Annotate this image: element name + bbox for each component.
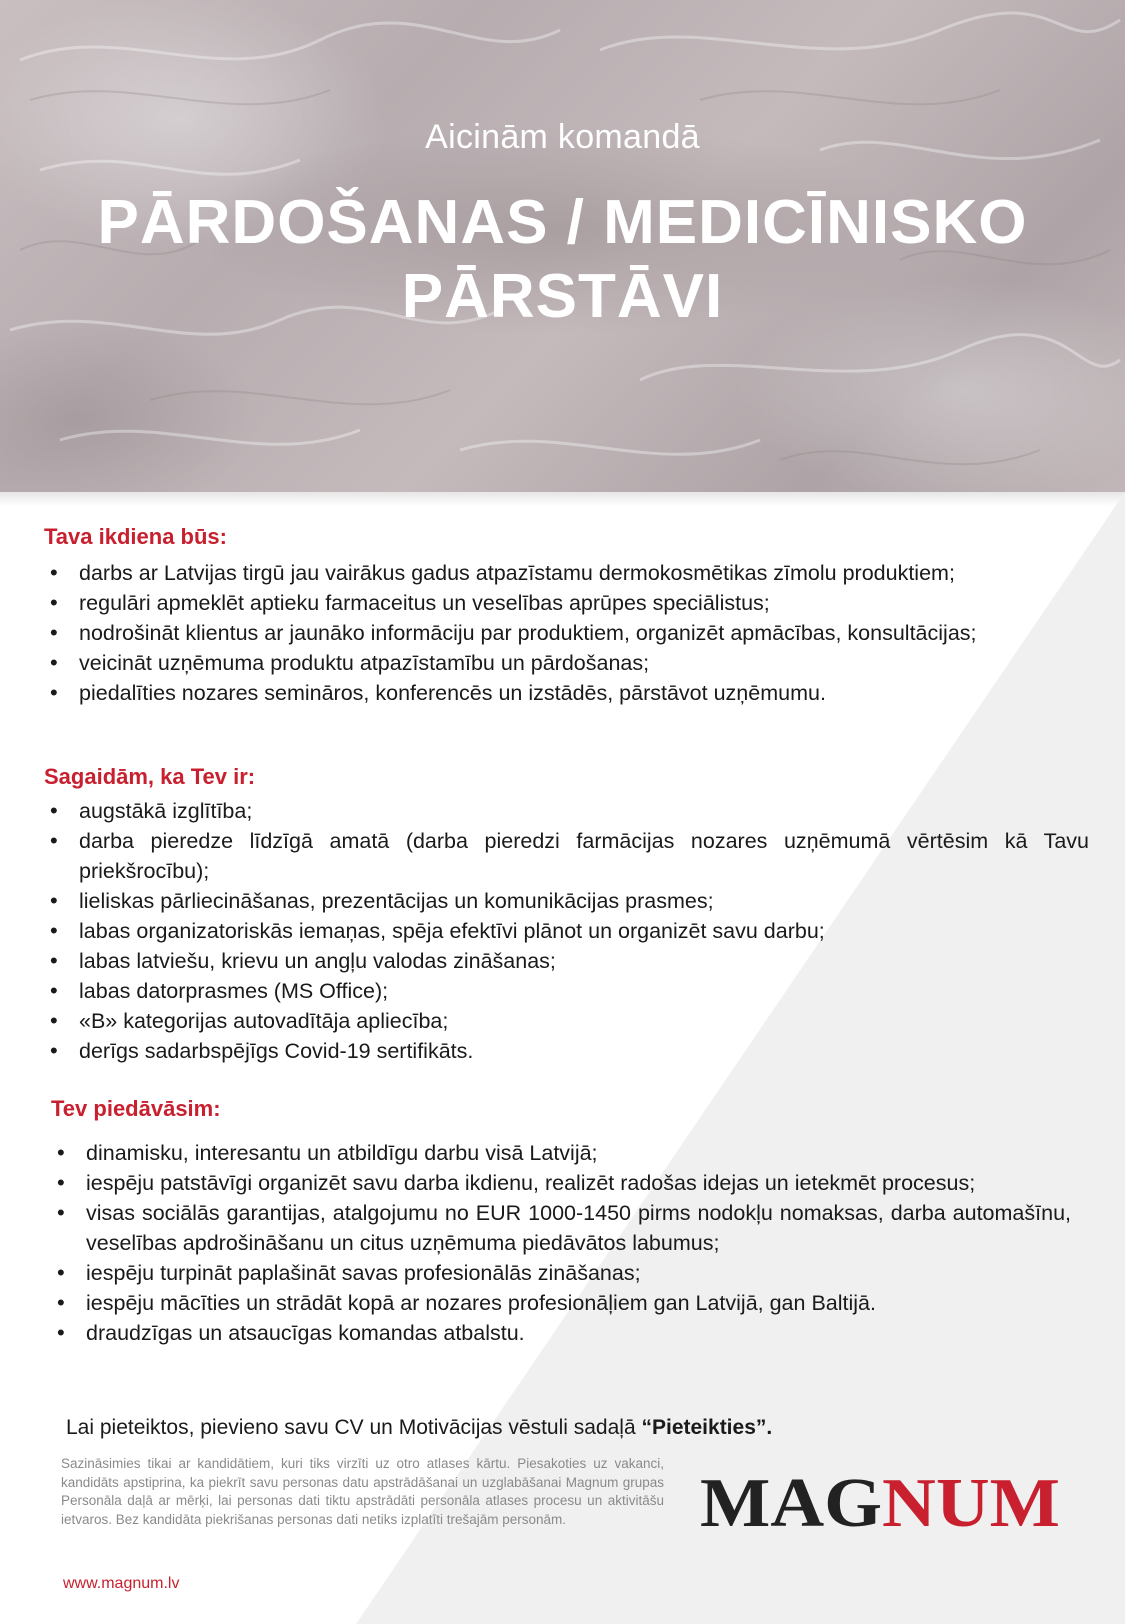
bullet-list	[44, 558, 1089, 708]
list-item: • labas organizatoriskās iemaņas, spēja efektīvi plānot un organizēt savu darbu;	[44, 916, 1089, 946]
list-item: • regulāri apmeklēt aptieku farmaceitus un veselības aprūpes speciālistus;	[44, 588, 1089, 618]
apply-link-label[interactable]: “Pieteikties”.	[641, 1416, 773, 1439]
magnum-logo	[700, 1466, 1070, 1541]
hero-title	[0, 186, 1125, 335]
apply-text: Lai pieteiktos, pievieno savu CV un Motivācijas vēstuli sadaļā	[66, 1416, 642, 1439]
section-title: Tev piedāvāsim:	[51, 1096, 221, 1121]
logo-accent-part: NUM	[882, 1466, 1050, 1536]
list-item: • darba pieredze līdzīgā amatā (darba pieredzi farmācijas nozares uzņēmumā vērtēsim kā Tavu priekšrocību);	[44, 826, 1089, 886]
bullet-list	[51, 1138, 1071, 1348]
list-item: • darbs ar Latvijas tirgū jau vairākus gadus atpazīstamu dermokosmētikas zīmolu produktiem;	[44, 558, 1089, 588]
list-item: • draudzīgas un atsaucīgas komandas atbalstu.	[51, 1318, 1071, 1348]
list-item: • iespēju mācīties un strādāt kopā ar nozares profesionāļiem gan Latvijā, gan Baltijā.	[51, 1288, 1071, 1318]
list-item: • iespēju patstāvīgi organizēt savu darba ikdienu, realizēt radošas idejas un ietekmēt procesus;	[51, 1168, 1071, 1198]
list-item: • augstākā izglītība;	[44, 796, 1089, 826]
list-item: • veicināt uzņēmuma produktu atpazīstamību un pārdošanas;	[44, 648, 1089, 678]
bullet-list	[44, 796, 1089, 1066]
hero-title-line2: PĀRSTĀVI	[401, 262, 724, 332]
list-item: • lieliskas pārliecināšanas, prezentācijas un komunikācijas prasmes;	[44, 886, 1089, 916]
privacy-notice: Sazināsimies tikai ar kandidātiem, kuri tiks virzīti uz otro atlases kārtu. Piesakoties uz vakanci, kandidāts apstiprina, ka piekrīt savu personas datu apstrādāšanai un uzglabāšanai Magnum grupas Personāla daļā ar mērķi, lai personas dati tiktu apstrādāti personāla atlases procesu un aktivitāšu ietvaros. Bez kandidāta piekrišanas personas dati netiks izplatīti trešajām personām.	[61, 1456, 664, 1527]
list-item: • labas datorprasmes (MS Office);	[44, 976, 1089, 1006]
hero-banner	[0, 0, 1125, 492]
list-item: • visas sociālās garantijas, atalgojumu no EUR 1000-1450 pirms nodokļu nomaksas, darba automašīnu, veselības apdrošināšanu un citus uzņēmuma piedāvātos labumus;	[51, 1198, 1071, 1258]
section-requirements	[44, 762, 1089, 1066]
logo-dark-part: MAG	[700, 1466, 872, 1536]
list-item: • derīgs sadarbspējīgs Covid-19 sertifikāts.	[44, 1036, 1089, 1066]
section-daily-work	[44, 522, 1089, 708]
magnum-logo-mark	[700, 1466, 1070, 1536]
website-link[interactable]: www.magnum.lv	[63, 1575, 180, 1592]
svg-text:MAGNUM	[700, 1466, 1060, 1536]
hero-title-line1: PĀRDOŠANAS / MEDICĪNISKO	[97, 188, 1028, 257]
list-item: • nodrošināt klientus ar jaunāko informāciju par produktiem, organizēt apmācības, konsultācijas;	[44, 618, 1089, 648]
list-item: • piedalīties nozares semināros, konferencēs un izstādēs, pārstāvot uzņēmumu.	[44, 678, 1089, 708]
apply-instructions	[66, 1414, 772, 1442]
section-title: Tava ikdiena būs:	[44, 524, 227, 549]
list-item: • labas latviešu, krievu un angļu valodas zināšanas;	[44, 946, 1089, 976]
hero-subtitle: Aicinām komandā	[425, 118, 700, 156]
list-item: • iespēju turpināt paplašināt savas profesionālās zināšanas;	[51, 1258, 1071, 1288]
list-item: • dinamisku, interesantu un atbildīgu darbu visā Latvijā;	[51, 1138, 1071, 1168]
list-item: • «B» kategorijas autovadītāja apliecība;	[44, 1006, 1089, 1036]
section-title: Sagaidām, ka Tev ir:	[44, 764, 256, 789]
section-offer	[51, 1094, 1071, 1348]
